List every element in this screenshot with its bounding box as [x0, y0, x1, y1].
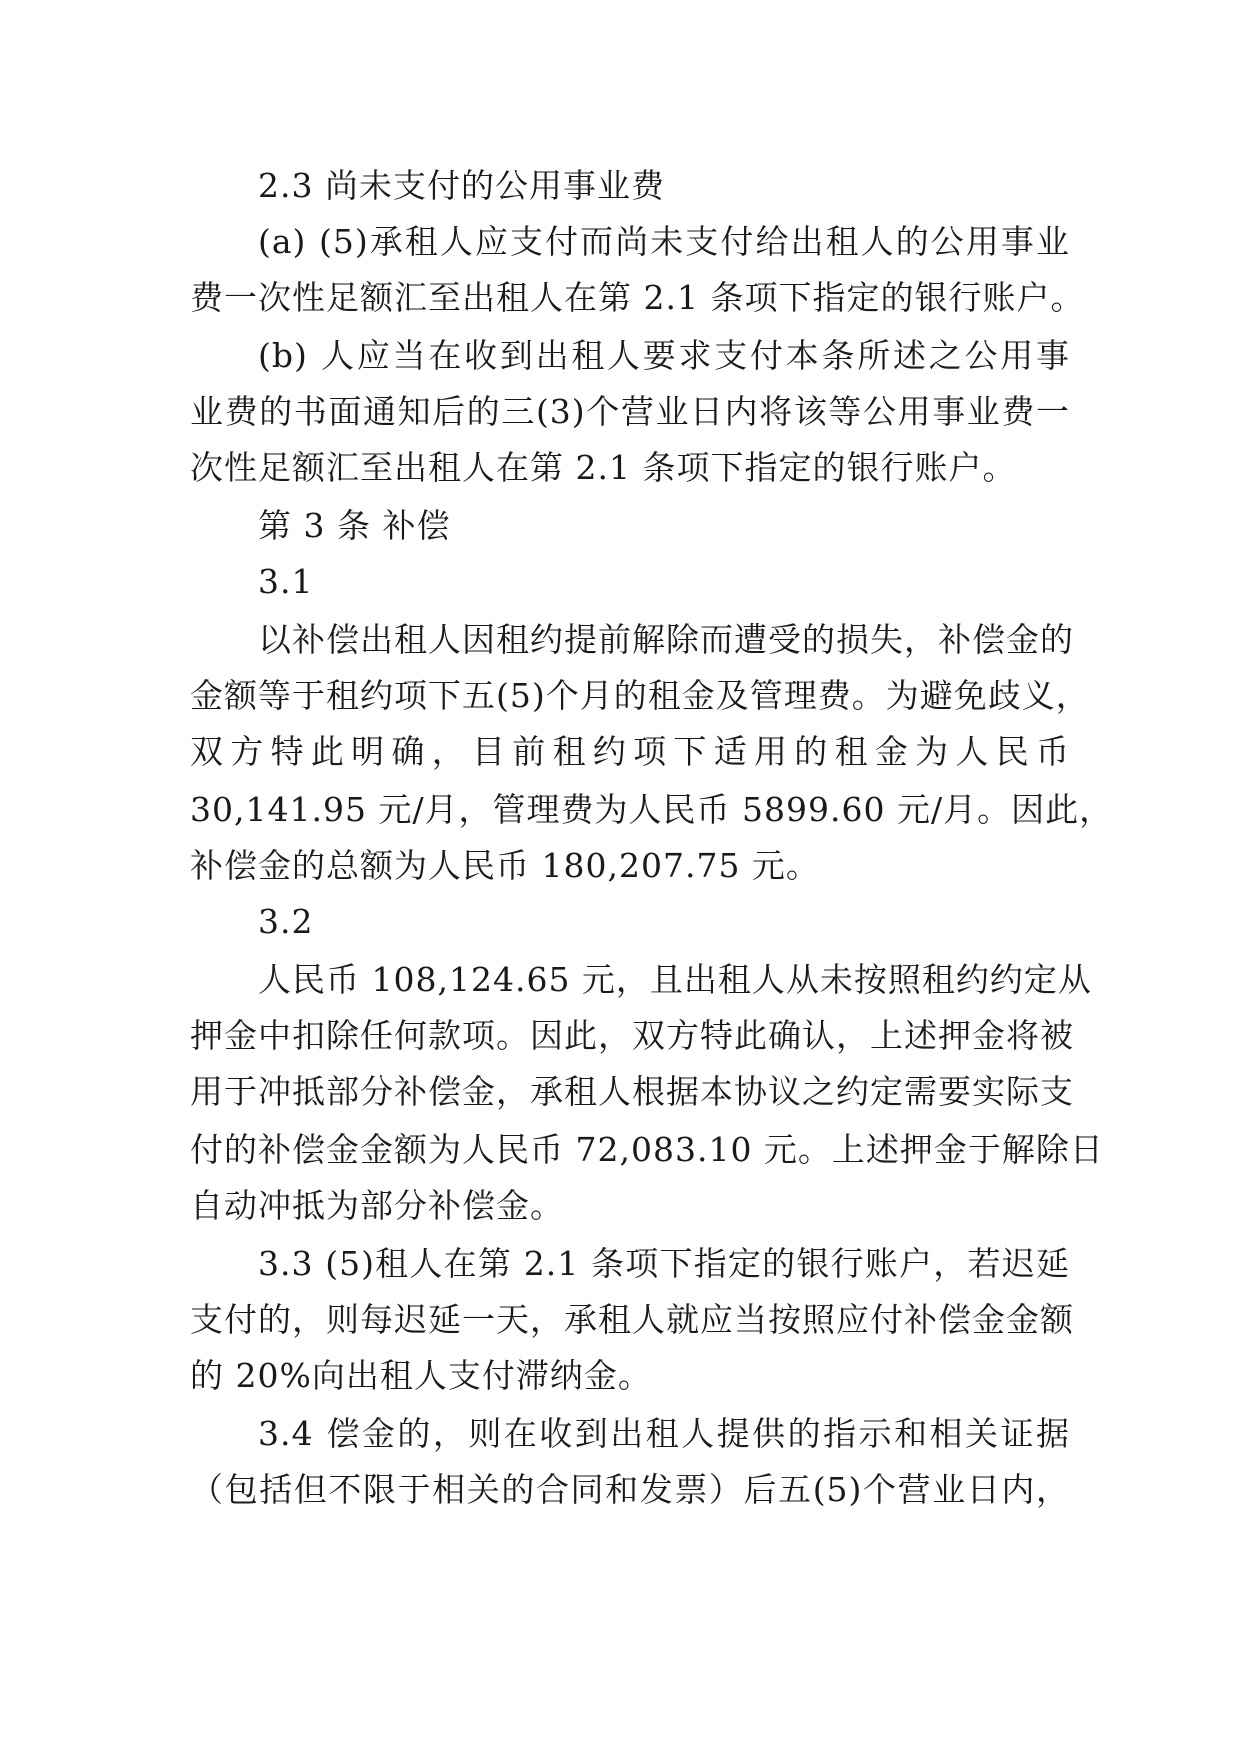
paragraph-line: 30,141.95 元/月，管理费为人民币 5899.60 元/月。因此， — [190, 790, 1114, 829]
paragraph-line: 用于冲抵部分补偿金，承租人根据本协议之约定需要实际支 — [190, 1072, 1074, 1111]
paragraph-line: 付的补偿金金额为人民币 72,083.10 元。上述押金于解除日 — [190, 1130, 1104, 1169]
paragraph-line: 双方特此明确，目前租约项下适用的租金为人民币 — [190, 732, 1070, 771]
paragraph-line: 金额等于租约项下五(5)个月的租金及管理费。为避免歧义， — [190, 676, 1090, 715]
clause-number-3-1: 3.1 — [258, 562, 314, 601]
paragraph-line: 业费的书面通知后的三(3)个营业日内将该等公用事业费一 — [190, 392, 1070, 431]
section-heading-2-3: 2.3 尚未支付的公用事业费 — [258, 166, 665, 205]
paragraph-line: (b) 人应当在收到出租人要求支付本条所述之公用事 — [258, 336, 1070, 375]
paragraph-line: 人民币 108,124.65 元，且出租人从未按照租约约定从 — [258, 960, 1092, 999]
paragraph-line: (a) (5)承租人应支付而尚未支付给出租人的公用事业 — [258, 222, 1070, 261]
paragraph-line: 3.3 (5)租人在第 2.1 条项下指定的银行账户，若迟延 — [258, 1244, 1070, 1283]
paragraph-line: 次性足额汇至出租人在第 2.1 条项下指定的银行账户。 — [190, 448, 1017, 487]
article-heading-3: 第 3 条 补偿 — [258, 506, 451, 545]
paragraph-line: 支付的，则每迟延一天，承租人就应当按照应付补偿金金额 — [190, 1300, 1074, 1339]
paragraph-line: 的 20%向出租人支付滞纳金。 — [190, 1356, 652, 1395]
paragraph-line: 费一次性足额汇至出租人在第 2.1 条项下指定的银行账户。 — [190, 278, 1085, 317]
paragraph-line: 以补偿出租人因租约提前解除而遭受的损失，补偿金的 — [258, 620, 1074, 659]
paragraph-line: 押金中扣除任何款项。因此，双方特此确认，上述押金将被 — [190, 1016, 1074, 1055]
paragraph-line: （包括但不限于相关的合同和发票）后五(5)个营业日内， — [190, 1470, 1070, 1509]
paragraph-line: 3.4 偿金的，则在收到出租人提供的指示和相关证据 — [258, 1414, 1070, 1453]
paragraph-line: 自动冲抵为部分补偿金。 — [190, 1186, 564, 1225]
paragraph-line: 补偿金的总额为人民币 180,207.75 元。 — [190, 846, 820, 885]
clause-number-3-2: 3.2 — [258, 902, 314, 941]
